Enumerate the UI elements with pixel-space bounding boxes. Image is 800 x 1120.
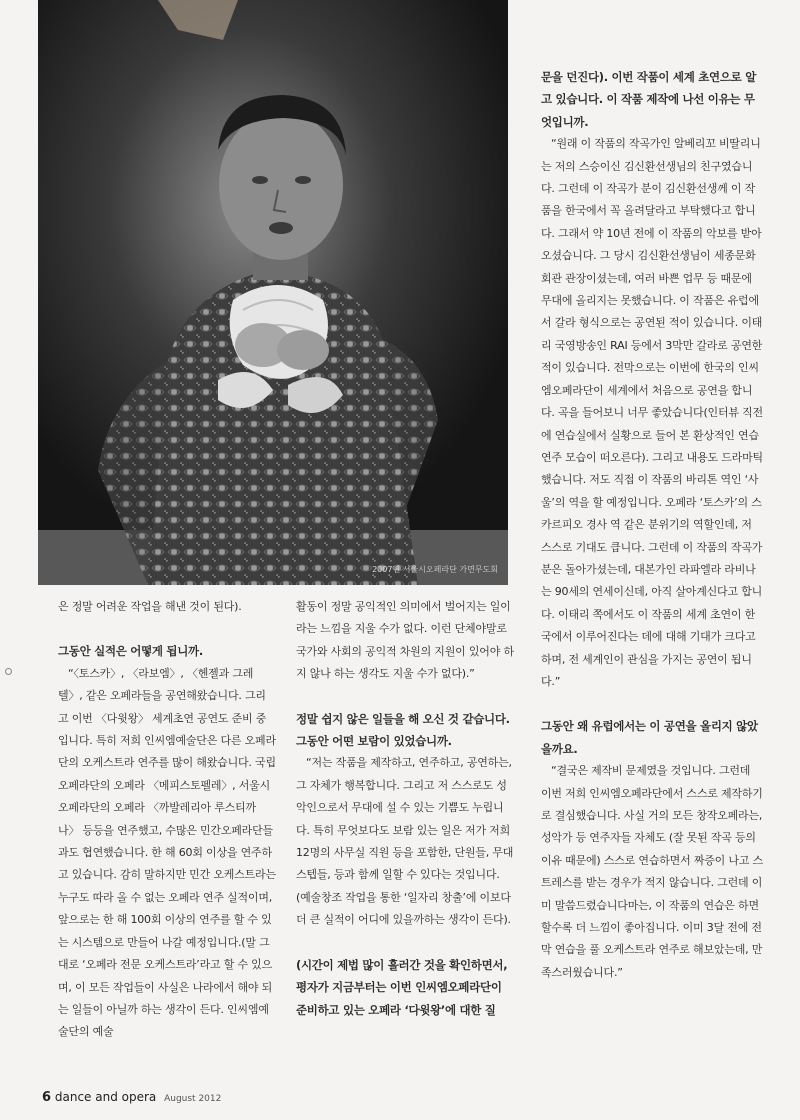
question-heading: 문을 던진다). 이번 작품이 세계 초연으로 알고 있습니다. 이 작품 제작에 나선 이유는 무엇입니까. (541, 70, 756, 129)
text-column-3 (541, 66, 763, 984)
paragraph: “저는 작품을 제작하고, 연주하고, 공연하는, 그 자체가 행복합니다. 그리고 저 스스로도 성악인으로서 무대에 설 수 있는 기쁨도 누립니다. 특히 무엇보다도 보람 있는 일은 저가 저희 12명의 사무실 직원 등을 포함한, 단원들, 무대스텝들, 등과 함께 일할 수 있다는 것입니다.(예술창조 작업을 통한 ‘일자리 창출’에 이보다 더 큰 실적이 어디에 있을까하는 생각이 든다). (296, 756, 514, 927)
question-heading: 그동안 왜 유럽에서는 이 공연을 올리지 않았을까요. (541, 719, 758, 756)
margin-mark (5, 668, 12, 675)
page-footer (42, 1090, 221, 1105)
photo-caption: 2007년 서울시오페라단 가면무도회 (372, 565, 498, 574)
magazine-name: dance and opera (54, 1090, 157, 1104)
text-column-1 (58, 596, 276, 1044)
paragraph: 은 정말 어려운 작업을 해낸 것이 된다). (58, 600, 242, 613)
text-column-2 (296, 596, 514, 1021)
paragraph: “결국은 제작비 문제였을 것입니다. 그런데 이번 저희 인씨엠오페라단에서 스스로 제작하기로 결심했습니다. 사실 거의 모든 창작오페라는, 성악가 등 연주자들 자체도 (잘 못된 작곡 등의 이유 때문에) 스스로 연습하면서 짜증이 나고 스트레스를 받는 경우가 적지 않습니다. 그런데 이미 말씀드렸습니다마는, 이 작품의 연습은 하면 할수록 더 느낌이 좋아집니다. 이미 3달 전에 전막 연습을 풀 오케스트라 연주로 해보았는데, 만족스러웠습니다.” (541, 764, 763, 979)
question-heading: 정말 쉽지 않은 일들을 해 오신 것 같습니다. 그동안 어떤 보람이 있었습니까. (296, 711, 510, 749)
page-number: 6 (42, 1090, 52, 1105)
photo-illustration (38, 0, 508, 585)
paragraph: “〈토스카〉, 〈라보엠〉, 〈헨젤과 그레텔〉, 같은 오페라들을 공연해왔습니다. 그리고 이번 〈다윗왕〉 세계초연 공연도 준비 중입니다. 특히 저희 인씨엠예술단은 다른 오페라단의 오케스트라 연주를 많이 해왔습니다. 국립오페라단의 오페라 〈메피스토펠레〉, 서울시오페라단의 오페라 〈까발레리아 루스티까나〉 등등을 연주했고, 수많은 민간오페라단들과도 협연했습니다. 한 해 60회 이상을 연주하고 있습니다. 감히 말하지만 민간 오케스트라는 누구도 따라 올 수 없는 오페라 연주 실적이며, 앞으로는 한 해 100회 이상의 연주를 할 수 있는 시스템으로 만들어 나갈 예정입니다.(말 그대로 ‘오페라 전문 오케스트라’라고 할 수 있으며, 이 모든 작업들이 사실은 나라에서 해야 되는 일들이 아닐까 하는 생각이 든다. 인씨엠예술단의 예술 (58, 666, 276, 1039)
issue-date: August 2012 (164, 1094, 222, 1104)
question-heading: 그동안 실적은 어떻게 됩니까. (58, 644, 203, 659)
performer-photo (38, 0, 508, 585)
question-heading: (시간이 제법 많이 흘러간 것을 확인하면서, 평자가 지금부터는 이번 인씨엠오페라단이 준비하고 있는 오페라 ‘다윗왕’에 대한 질 (296, 957, 508, 1017)
paragraph: “원래 이 작품의 작곡가인 알베리꼬 비딸리니는 저의 스승이신 김신환선생님의 친구였습니다. 그런데 이 작곡가 분이 김신환선생께 이 작품을 한국에서 꼭 올려달라고 부탁했다고 합니다. 그래서 약 10년 전에 이 작품의 악보를 받아 오셨습니다. 그 당시 김신환선생님이 세종문화회관 관장이셨는데, 여러 바쁜 업무 등 때문에 무대에 올리지는 못했습니다. 이 작품은 유럽에서 갈라 형식으로는 공연된 적이 있습니다. 이태리 국영방송인 RAI 등에서 3막만 갈라로 공연한 적이 있습니다. 전막으로는 이번에 한국의 인씨엠오페라단이 세계에서 처음으로 공연을 합니다. 곡을 들어보니 너무 좋았습니다(인터뷰 직전에 연습실에서 실황으로 들어 본 환상적인 연습 연주 모습이 떠오른다). 그리고 내용도 드라마틱했습니다. 저도 직접 이 작품의 바리톤 역인 ‘사울’의 역을 할 예정입니다. 오페라 ‘토스카’의 스카르피오 경사 역 같은 분위기의 역할인데, 저 스스로 기대도 큽니다. 그런데 이 작품의 작곡가 분은 돌아가셨는데, 대본가인 라파엘라 라비나는 90세의 연세이신데, 아직 살아계신다고 합니다. 이태리 쪽에서도 이 작품의 세계 초연이 한국에서 이루어진다는 데에 대해 기대가 크다고 하며, 전 세계인이 관심을 가지는 공연이 됩니다.” (541, 137, 763, 688)
paragraph: 활동이 정말 공익적인 의미에서 벌어지는 일이라는 느낌을 지울 수가 없다. 이런 단체야말로 국가와 사회의 공익적 차원의 지원이 있어야 하지 않나 하는 생각도 지울 수가 없다).” (296, 600, 514, 681)
